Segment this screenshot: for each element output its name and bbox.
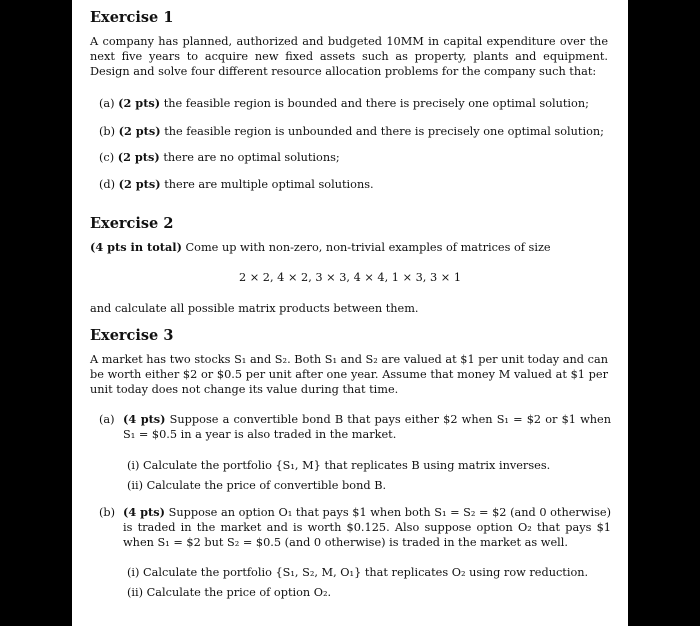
exercise-1-intro: A company has planned, authorized and budgeted 10MM in capital expenditure over the next five years to acquire new fixed assets such as property, plants and equipment. Design and solve four different resource allocation problems for the company such that: (90, 35, 608, 78)
exercise-3-part-a-label: (a) (99, 413, 115, 426)
part-b-points: (4 pts) (123, 505, 165, 519)
exercise-1-item-b (99, 124, 604, 139)
part-b-text: Suppose an option O₁ that pays $1 when both S₁ = S₂ = $2 (and 0 otherwise) is traded in the market and is worth $0.125. Also suppose option O₂ that pays $1 when S₁ = $2 but S₂ = $0.5 (and 0 otherwise) is traded in the market as well. (123, 506, 612, 549)
exercise-2-intro (90, 240, 551, 255)
subitem-text: Calculate the price of option O₂. (146, 586, 332, 599)
exercise-2-intro-text: Come up with non-zero, non-trivial examples of matrices of size (185, 241, 551, 254)
subitem-text: Calculate the portfolio {S₁, S₂, M, O₁} that replicates O₂ using row reduction. (143, 566, 589, 579)
part-b-subitem-ii (127, 585, 331, 600)
exercise-2-outro: and calculate all possible matrix products between them. (90, 302, 419, 315)
subitem-label: (i) (127, 459, 140, 472)
item-label: (b) (99, 125, 116, 138)
subitem-label: (ii) (127, 479, 144, 492)
exercise-2-points: (4 pts in total) (90, 240, 182, 254)
subitem-text: Calculate the price of convertible bond B. (146, 479, 387, 492)
subitem-label: (i) (127, 566, 140, 579)
exercise-3-intro: A market has two stocks S₁ and S₂. Both S₁ and S₂ are valued at $1 per unit today and can be worth either $2 or $0.5 per unit after one year. Assume that money M valued at $1 per unit today does not change its value during that time. (90, 353, 608, 396)
document-page (72, 0, 628, 626)
part-b-subitem-i (127, 565, 588, 580)
exercise-3-title: Exercise 3 (90, 327, 174, 344)
item-text: there are no optimal solutions; (163, 151, 340, 164)
part-a-text: Suppose a convertible bond B that pays either $2 when S₁ = $2 or $1 when S₁ = $0.5 in a year is also traded in the market. (123, 413, 611, 441)
subitem-label: (ii) (127, 586, 144, 599)
item-points: (2 pts) (118, 96, 161, 110)
exercise-2-title: Exercise 2 (90, 215, 174, 232)
item-points: (2 pts) (118, 177, 161, 191)
part-a-subitem-i (127, 458, 550, 473)
item-text: the feasible region is bounded and there is precisely one optimal solution; (163, 97, 589, 110)
exercise-3-part-b (123, 505, 611, 550)
exercise-1-item-d (99, 177, 374, 192)
exercise-1-item-a (99, 96, 589, 111)
item-points: (2 pts) (118, 124, 161, 138)
matrix-sizes: 2 × 2, 4 × 2, 3 × 3, 4 × 4, 1 × 3, 3 × 1 (238, 271, 462, 284)
item-text: there are multiple optimal solutions. (164, 178, 374, 191)
subitem-text: Calculate the portfolio {S₁, M} that replicates B using matrix inverses. (143, 459, 551, 472)
item-text: the feasible region is unbounded and there is precisely one optimal solution; (164, 125, 604, 138)
item-points: (2 pts) (117, 150, 160, 164)
part-a-points: (4 pts) (123, 412, 166, 426)
item-label: (a) (99, 97, 115, 110)
part-a-subitem-ii (127, 478, 386, 493)
exercise-1-title: Exercise 1 (90, 9, 174, 26)
exercise-3-part-a (123, 412, 611, 442)
exercise-3-part-b-label: (b) (99, 506, 116, 519)
item-label: (c) (99, 151, 115, 164)
item-label: (d) (99, 178, 116, 191)
exercise-1-item-c (99, 150, 340, 165)
